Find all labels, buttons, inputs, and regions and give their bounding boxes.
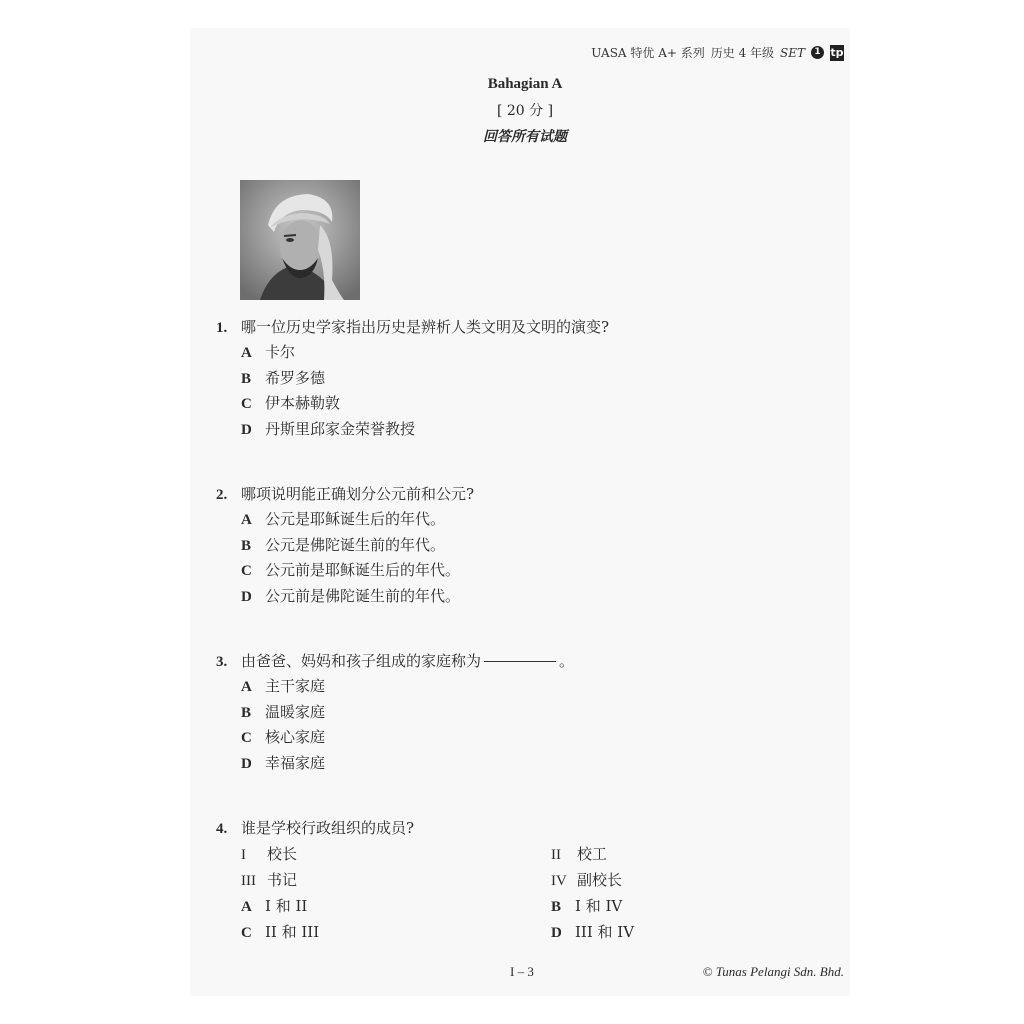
question-3-stem — [216, 648, 574, 674]
option-text: 核心家庭 — [265, 728, 326, 746]
question-3 — [216, 648, 574, 776]
question-4 — [216, 815, 751, 945]
header-set-label: SET — [780, 45, 805, 60]
option-letter: C — [241, 925, 252, 941]
option-text: 主干家庭 — [265, 677, 326, 695]
option-letter: D — [241, 755, 252, 772]
statement-numeral: III — [241, 873, 256, 889]
section-title: Bahagian A — [487, 76, 563, 92]
option-letter: C — [241, 396, 252, 412]
header-series: UASA 特优 A+ 系列 — [591, 46, 705, 60]
option-letter: A — [241, 512, 252, 528]
question-3-option-c[interactable] — [216, 725, 574, 751]
statement-item — [241, 841, 551, 867]
option-letter: C — [241, 730, 252, 746]
question-2-stem — [216, 481, 474, 507]
question-3-stem-end: 。 — [559, 652, 575, 670]
statement-text: 书记 — [267, 871, 298, 889]
question-4-options — [216, 893, 751, 945]
question-2-option-b[interactable] — [216, 533, 474, 559]
option-letter: D — [551, 925, 562, 941]
copyright-notice: © Tunas Pelangi Sdn. Bhd. — [702, 964, 844, 979]
statement-text: 校工 — [577, 845, 608, 863]
option-text: I 和 II — [265, 897, 308, 915]
question-4-option-a[interactable] — [241, 893, 551, 919]
option-text: 公元是耶稣诞生后的年代。 — [265, 510, 446, 528]
question-4-text: 谁是学校行政组织的成员? — [241, 819, 415, 837]
option-letter: D — [241, 421, 252, 438]
option-text: 公元是佛陀诞生前的年代。 — [265, 535, 446, 554]
question-3-text: 由爸爸、妈妈和孩子组成的家庭称为 — [241, 652, 482, 670]
question-3-option-a[interactable] — [216, 674, 574, 700]
question-2-option-d[interactable] — [216, 584, 474, 610]
statement-item — [551, 841, 751, 867]
question-1 — [216, 314, 609, 442]
statement-numeral: II — [551, 847, 561, 863]
option-text: 幸福家庭 — [265, 753, 326, 772]
section-instruction: 回答所有试题 — [483, 129, 567, 145]
page-number: I – 3 — [510, 964, 534, 979]
statement-numeral: IV — [551, 873, 567, 889]
statement-numeral: I — [241, 847, 246, 863]
publisher-logo: tp — [830, 45, 844, 59]
header-subject: 历史 4 年级 — [710, 46, 775, 60]
option-text: 希罗多德 — [265, 368, 326, 387]
option-text: 温暖家庭 — [265, 702, 326, 721]
question-2-option-a[interactable] — [216, 507, 474, 533]
option-text: 公元前是耶稣诞生后的年代。 — [265, 561, 461, 579]
question-1-option-a[interactable] — [216, 340, 609, 366]
option-letter: A — [241, 679, 252, 695]
question-2 — [216, 481, 474, 609]
option-letter: A — [241, 899, 252, 915]
question-4-stem — [216, 815, 751, 841]
option-text: 公元前是佛陀诞生前的年代。 — [265, 586, 461, 605]
question-4-option-d[interactable] — [551, 919, 751, 945]
option-letter: A — [241, 345, 252, 361]
question-1-option-c[interactable] — [216, 391, 609, 417]
historian-portrait — [240, 180, 360, 300]
question-1-stem — [216, 314, 609, 340]
question-3-number: 3. — [216, 654, 228, 670]
statement-text: 副校长 — [577, 871, 623, 889]
statement-item — [241, 867, 551, 893]
option-text: III 和 IV — [575, 923, 635, 941]
question-2-text: 哪项说明能正确划分公元前和公元? — [241, 485, 475, 503]
question-2-option-c[interactable] — [216, 558, 474, 584]
question-4-number: 4. — [216, 821, 228, 837]
statement-item — [551, 867, 751, 893]
question-4-option-c[interactable] — [241, 919, 551, 945]
question-1-number: 1. — [216, 320, 228, 336]
option-letter: B — [551, 899, 562, 915]
question-1-text: 哪一位历史学家指出历史是辨析人类文明及文明的演变? — [241, 318, 610, 336]
question-4-option-b[interactable] — [551, 893, 751, 919]
option-text: 伊本赫勒敦 — [265, 394, 341, 412]
answer-blank[interactable] — [484, 661, 556, 662]
header-set-number: 1 — [811, 46, 824, 59]
question-1-option-d[interactable] — [216, 417, 609, 443]
question-1-option-b[interactable] — [216, 366, 609, 392]
section-marks: [ 20 分 ] — [496, 103, 554, 119]
question-3-option-b[interactable] — [216, 700, 574, 726]
question-3-option-d[interactable] — [216, 751, 574, 777]
statement-text: 校长 — [267, 845, 298, 863]
option-text: 丹斯里邱家金荣誉教授 — [265, 419, 416, 438]
option-letter: B — [241, 704, 252, 721]
option-letter: D — [241, 588, 252, 605]
option-letter: B — [241, 370, 252, 387]
option-text: 卡尔 — [265, 343, 296, 361]
question-2-number: 2. — [216, 487, 228, 503]
running-header — [591, 44, 844, 61]
option-letter: C — [241, 563, 252, 579]
question-4-statements — [216, 841, 751, 893]
option-text: II 和 III — [265, 923, 320, 941]
option-letter: B — [241, 537, 252, 554]
option-text: I 和 IV — [575, 897, 623, 915]
